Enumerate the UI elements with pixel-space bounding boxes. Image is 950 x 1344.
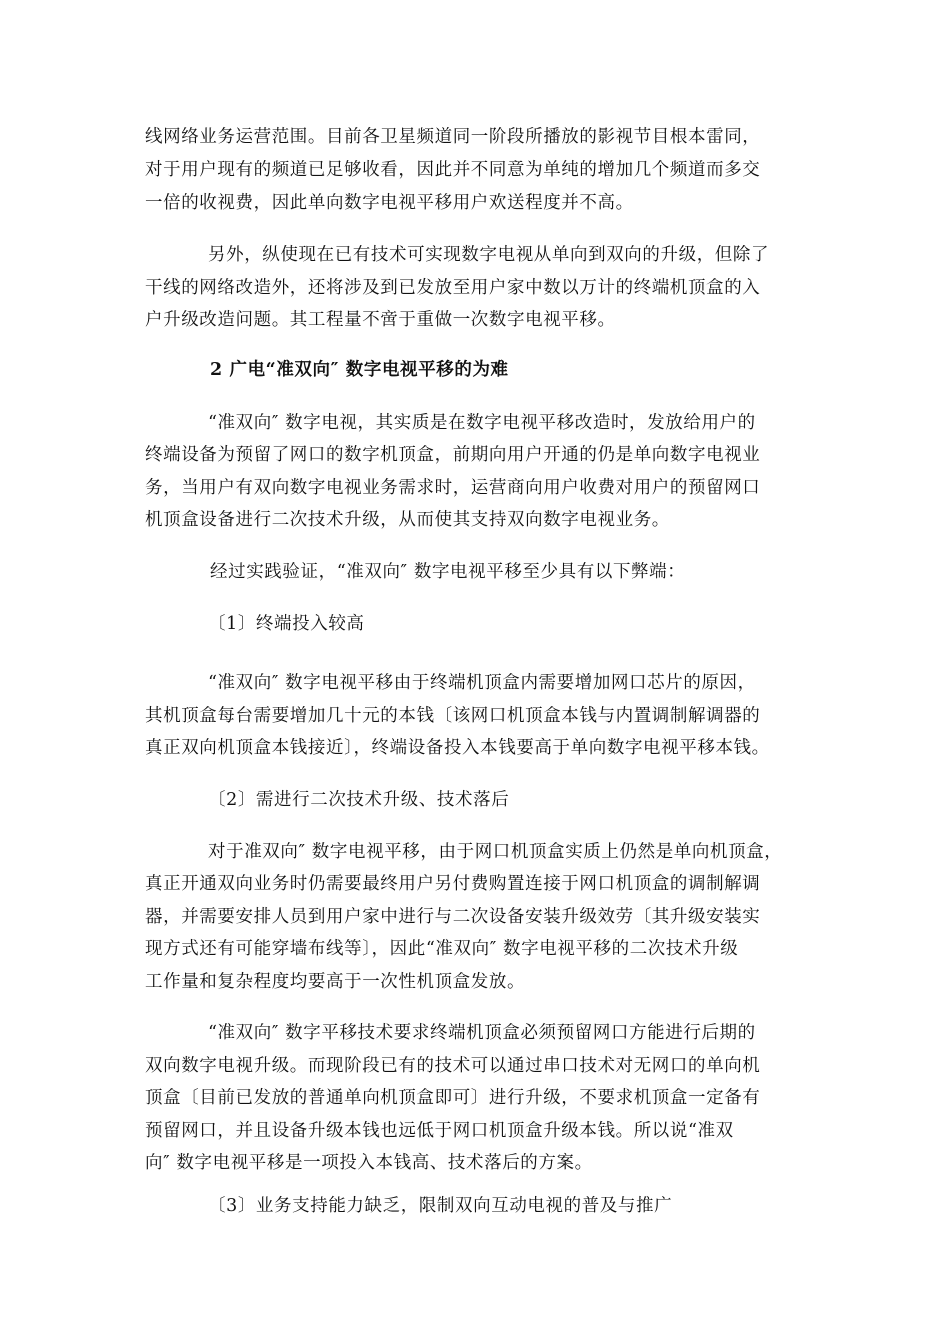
paragraph-9-line-2: 顶盒〔目前已发放的普通单向机顶盒即可〕进行升级，不要求机顶盒一定备有 [145,1088,761,1108]
paragraph-6-line-0: “准双向″ 数字电视平移由于终端机顶盒内需要增加网口芯片的原因， [208,673,756,693]
paragraph-9-line-4: 向″ 数字电视平移是一项投入本钱高、技术落后的方案。 [145,1153,593,1173]
paragraph-9-line-3: 预留网口，并且设备升级本钱也远低于网口机顶盒升级本钱。所以说“准双 [145,1121,734,1141]
list-item-3-title: 〔3〕业务支持能力缺乏，限制双向互动电视的普及与推广 [208,1196,673,1216]
paragraph-3-line-1: 终端设备为预留了网口的数字机顶盒，前期向用户开通的仍是单向数字电视业 [145,445,761,465]
paragraph-6-line-1: 其机顶盒每台需要增加几十元的本钱〔该网口机顶盒本钱与内置调制解调器的 [145,706,761,726]
paragraph-9-line-1: 双向数字电视升级。而现阶段已有的技术可以通过串口技术对无网口的单向机 [145,1056,761,1076]
paragraph-3-line-3: 机顶盒设备进行二次技术升级，从而使其支持双向数字电视业务。 [145,510,670,530]
paragraph-3-line-0: “准双向″ 数字电视，其实质是在数字电视平移改造时，发放给用户的 [208,413,756,433]
list-item-2-title: 〔2〕需进行二次技术升级、技术落后 [208,790,510,810]
paragraph-1-line-2: 户升级改造问题。其工程量不啻于重做一次数字电视平移。 [145,310,616,330]
section-heading: 2 广电“准双向″ 数字电视平移的为难 [210,360,509,380]
paragraph-0-line-0: 线网络业务运营范围。目前各卫星频道同一阶段所播放的影视节目根本雷同， [145,127,761,147]
list-item-1-title: 〔1〕终端投入较高 [208,614,365,634]
paragraph-6-line-2: 真正双向机顶盒本钱接近〕，终端设备投入本钱要高于单向数字电视平移本钱。 [145,738,770,758]
paragraph-8-line-4: 工作量和复杂程度均要高于一次性机顶盒发放。 [145,972,526,992]
paragraph-3-line-2: 务，当用户有双向数字电视业务需求时，运营商向用户收费对用户的预留网口 [145,478,761,498]
paragraph-4-line-0: 经过实践验证，“准双向″ 数字电视平移至少具有以下弊端： [210,562,686,582]
paragraph-0-line-2: 一倍的收视费，因此单向数字电视平移用户欢送程度并不高。 [145,193,634,213]
paragraph-8-line-0: 对于准双向″ 数字电视平移，由于网口机顶盒实质上仍然是单向机顶盒， [208,842,783,862]
paragraph-1-line-0: 另外，纵使现在已有技术可实现数字电视从单向到双向的升级，但除了 [208,245,770,265]
paragraph-9-line-0: “准双向″ 数字平移技术要求终端机顶盒必须预留网口方能进行后期的 [208,1023,756,1043]
paragraph-0-line-1: 对于用户现有的频道已足够收看，因此并不同意为单纯的增加几个频道而多交 [145,160,761,180]
paragraph-1-line-1: 干线的网络改造外，还将涉及到已发放至用户家中数以万计的终端机顶盒的入 [145,278,761,298]
paragraph-8-line-1: 真正开通双向业务时仍需要最终用户另付费购置连接于网口机顶盒的调制解调 [145,874,761,894]
paragraph-8-line-3: 现方式还有可能穿墙布线等〕，因此“准双向″ 数字电视平移的二次技术升级 [145,939,739,959]
paragraph-8-line-2: 器，并需要安排人员到用户家中进行与二次设备安装升级效劳〔其升级安装实 [145,907,761,927]
